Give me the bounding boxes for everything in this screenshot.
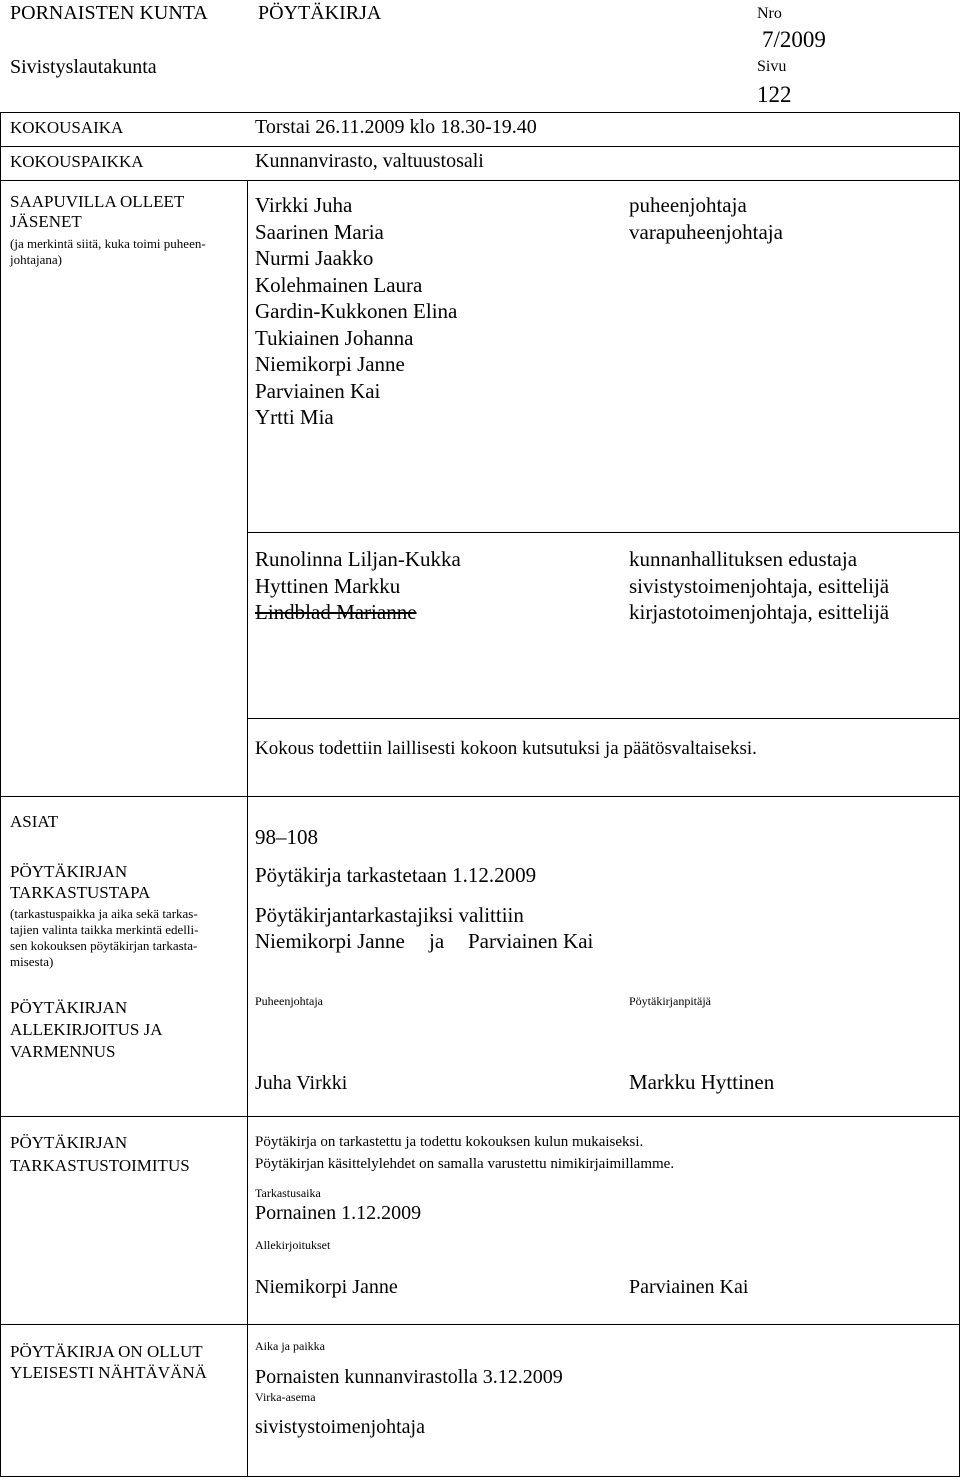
asiat-label: ASIAT — [10, 812, 59, 831]
municipality-name: PORNAISTEN KUNTA — [10, 2, 208, 24]
rule — [0, 1116, 960, 1117]
meeting-place-value: Kunnanvirasto, valtuustosali — [255, 150, 484, 172]
signatures-label-line3: VARMENNUS — [10, 1042, 116, 1061]
secretary-caption: Pöytäkirjanpitäjä — [629, 994, 711, 1008]
members-note-line2: johtajana) — [10, 252, 62, 267]
inspectors-intro: Pöytäkirjantarkastajiksi valittiin — [255, 903, 524, 927]
inspection-method-note — [10, 906, 198, 970]
inspector-2: Parviainen Kai — [468, 929, 594, 953]
legality-statement: Kokous todettiin laillisesti kokoon kutsutuksi ja päätösvaltaiseksi. — [255, 738, 757, 759]
asiat-value: 98–108 — [255, 825, 318, 849]
members-label-line2: JÄSENET — [10, 212, 82, 231]
attendee-role: kunnanhallituksen edustaja — [629, 547, 858, 571]
attendee-name: Hyttinen Markku — [255, 573, 401, 598]
inspector-conjunction: ja — [429, 929, 445, 953]
member-name: Virkki Juha — [255, 193, 353, 217]
inspection-text-2: Pöytäkirjan käsittelylehdet on samalla varustettu nimikirjaimillamme. — [255, 1156, 675, 1172]
signatures-label-line2: ALLEKIRJOITUS JA — [10, 1020, 163, 1039]
attendee-name-struck: Lindblad Marianne — [255, 600, 417, 624]
inspection-label-line2: TARKASTUSTOIMITUS — [10, 1156, 190, 1175]
note-line: sen kokouksen pöytäkirjan tarkasta- — [10, 938, 198, 953]
nro-label: Nro — [757, 5, 782, 22]
public-label-line1: PÖYTÄKIRJA ON OLLUT — [10, 1342, 203, 1361]
members-label-line1: SAAPUVILLA OLLEET — [10, 192, 185, 211]
rule — [0, 1324, 960, 1325]
attendee-name: Runolinna Liljan-Kukka — [255, 547, 461, 571]
member-name: Kolehmainen Laura — [255, 272, 423, 297]
attendee-roles — [629, 546, 889, 626]
member-name: Saarinen Maria — [255, 219, 384, 244]
rule — [247, 718, 960, 719]
inspection-signer-2: Parviainen Kai — [629, 1276, 749, 1298]
public-office-caption: Virka-asema — [255, 1390, 316, 1404]
page-label: Sivu — [757, 58, 787, 75]
inspection-signatures-caption: Allekirjoitukset — [255, 1238, 331, 1252]
rule — [0, 146, 960, 147]
member-roles — [629, 192, 783, 245]
inspection-signer-1: Niemikorpi Janne — [255, 1276, 398, 1298]
note-line: (tarkastuspaikka ja aika sekä tarkas- — [10, 906, 198, 921]
member-name: Gardin-Kukkonen Elina — [255, 299, 458, 323]
attendee-role: kirjastotoimenjohtaja, esittelijä — [629, 600, 890, 624]
rule — [0, 796, 960, 797]
inspection-date: Pöytäkirja tarkastetaan 1.12.2009 — [255, 863, 537, 887]
note-line: misesta) — [10, 954, 54, 969]
secretary-name: Markku Hyttinen — [629, 1070, 775, 1094]
inspection-method-label-line1: PÖYTÄKIRJAN — [10, 862, 128, 881]
chair-name: Juha Virkki — [255, 1072, 348, 1094]
meeting-time-label: KOKOUSAIKA — [10, 118, 124, 137]
attendee-role: sivistystoimenjohtaja, esittelijä — [629, 573, 890, 598]
signatures-label-line1: PÖYTÄKIRJAN — [10, 998, 128, 1017]
public-office-value: sivistystoimenjohtaja — [255, 1416, 425, 1438]
public-place-caption: Aika ja paikka — [255, 1339, 325, 1353]
member-role: puheenjohtaja — [629, 193, 747, 217]
member-name: Yrtti Mia — [255, 405, 334, 429]
rule — [0, 112, 960, 113]
member-name: Tukiainen Johanna — [255, 325, 414, 350]
member-list — [255, 192, 457, 431]
column-divider — [247, 180, 248, 1477]
inspector-1: Niemikorpi Janne — [255, 929, 405, 953]
document-type: PÖYTÄKIRJA — [258, 2, 382, 24]
rule — [0, 1476, 960, 1477]
other-attendees — [255, 546, 461, 626]
public-label-line2: YLEISESTI NÄHTÄVÄNÄ — [10, 1363, 207, 1382]
meeting-time-value: Torstai 26.11.2009 klo 18.30-19.40 — [255, 116, 537, 138]
page-value: 122 — [757, 82, 792, 107]
rule — [247, 532, 960, 533]
member-name: Parviainen Kai — [255, 378, 381, 403]
rule — [0, 180, 960, 181]
border-left — [0, 112, 1, 1477]
chair-caption: Puheenjohtaja — [255, 994, 323, 1008]
member-role: varapuheenjohtaja — [629, 219, 783, 244]
inspection-label-line1: PÖYTÄKIRJAN — [10, 1133, 128, 1152]
public-place-value: Pornaisten kunnanvirastolla 3.12.2009 — [255, 1366, 563, 1388]
meeting-place-label: KOKOUSPAIKKA — [10, 152, 144, 171]
member-name: Nurmi Jaakko — [255, 246, 374, 270]
inspection-method-label-line2: TARKASTUSTAPA — [10, 883, 151, 902]
member-name: Niemikorpi Janne — [255, 352, 405, 376]
board-name: Sivistyslautakunta — [10, 56, 157, 78]
inspection-time-value: Pornainen 1.12.2009 — [255, 1202, 422, 1224]
note-line: tajien valinta taikka merkintä edelli- — [10, 922, 199, 937]
nro-value: 7/2009 — [762, 27, 826, 52]
members-note-line1: (ja merkintä siitä, kuka toimi puheen- — [10, 236, 206, 251]
inspection-text-1: Pöytäkirja on tarkastettu ja todettu kokouksen kulun mukaiseksi. — [255, 1134, 644, 1150]
inspection-time-caption: Tarkastusaika — [255, 1186, 321, 1200]
